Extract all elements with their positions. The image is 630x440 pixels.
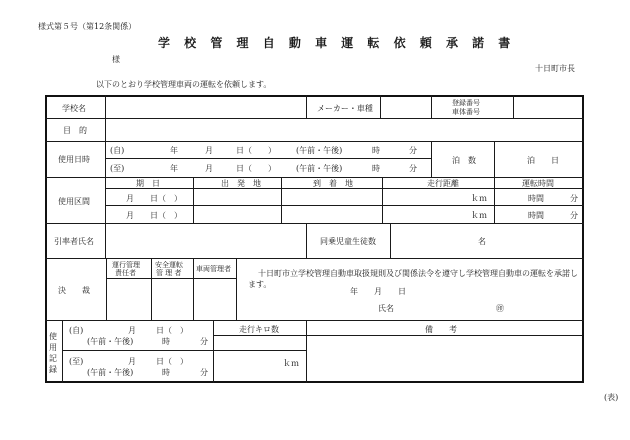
issuer: 十日町市長: [535, 64, 575, 73]
seal-mark: ㊞: [496, 304, 504, 313]
col-arrival: 到 着 地: [313, 179, 353, 188]
label-usage-section: 使用区間: [58, 197, 90, 206]
label-nights: 泊 数: [452, 156, 476, 165]
consent-date: 年 月 日: [350, 287, 406, 296]
label-remarks: 備 考: [425, 325, 457, 334]
label-decision: 決 裁: [58, 286, 90, 295]
col-departure: 出 発 地: [221, 179, 261, 188]
label-school-name: 学校名: [62, 104, 86, 113]
form-number: 様式第５号（第12条関係）: [38, 22, 137, 31]
label-students: 同乗児童生徒数: [320, 237, 376, 246]
role-safety-manager-1: 安全運転: [155, 261, 183, 269]
mileage-unit: ｋｍ: [283, 359, 299, 368]
consent-text: 十日町市立学校管理自動車取扱規則及び関係法令を遵守し学校管理自動車の運転を承諾します。: [248, 269, 578, 289]
label-body-number: 車体番号: [452, 108, 480, 116]
col-distance: 走行距離: [427, 179, 459, 188]
label-usage-datetime: 使用日時: [58, 155, 90, 164]
label-registration-number: 登録番号: [452, 99, 480, 107]
label-mileage: 走行キロ数: [239, 325, 279, 334]
intro-text: 以下のとおり学校管理車両の運転を依頼します。: [96, 80, 272, 89]
col-driving-time: 運転時間: [522, 179, 554, 188]
role-safety-manager-2: 管 理 者: [156, 269, 182, 277]
signature-name-label: 氏名: [378, 304, 394, 313]
page-title: 学 校 管 理 自 動 車 運 転 依 頼 承 諾 書: [158, 36, 516, 50]
role-vehicle-manager: 車両管理者: [196, 265, 231, 273]
label-leader: 引率者氏名: [54, 237, 94, 246]
label-persons: 名: [478, 237, 486, 246]
col-date: 期 日: [136, 179, 160, 188]
label-purpose: 目 的: [63, 126, 87, 135]
role-operation-manager-1: 運行管理: [112, 261, 140, 269]
role-operation-manager-2: 責任者: [115, 269, 136, 277]
label-night-day: 泊 日: [527, 156, 559, 165]
addressee-suffix: 様: [112, 55, 120, 64]
label-maker-model: メーカー・車種: [317, 104, 373, 113]
document-page: 様式第５号（第12条関係） 学 校 管 理 自 動 車 運 転 依 頼 承 諾 書 様 十日町市長 以下のとおり学校管理車両の運転を依頼します。 学校名 メーカー・車種 登録番号 車体番号 目 的 使用日時 (自) 年 月 日（ ） (午前・午後) 時 分 (至) 年 月 日（ ） (午前・午後) 時 分 泊 数 泊 日 使用区間 期 日 出 発 地 到 着 地 走行距離 運転時間 月 日（ ） ｋｍ 時間 分 月 日（ ） ｋｍ 時間 分 引率者氏名 同乗児童生徒数 名 決 裁 運行管理 責任者 安全運転 管 理 者 車両管理者 十日町市立学校管理自動車取扱規則及び関係法令を遵守し学校管理自動車の運転を承諾します。 年 月 日 氏名 ㊞ 使 用 記 録 (自) 月 日（ ） (午前・午後) 時 分 (至) 月 日（ ） (午前・午後) 時 分 走行キロ数 ｋｍ 備 考 (表): [38, 22, 619, 402]
page-side-label: (表): [604, 393, 619, 402]
